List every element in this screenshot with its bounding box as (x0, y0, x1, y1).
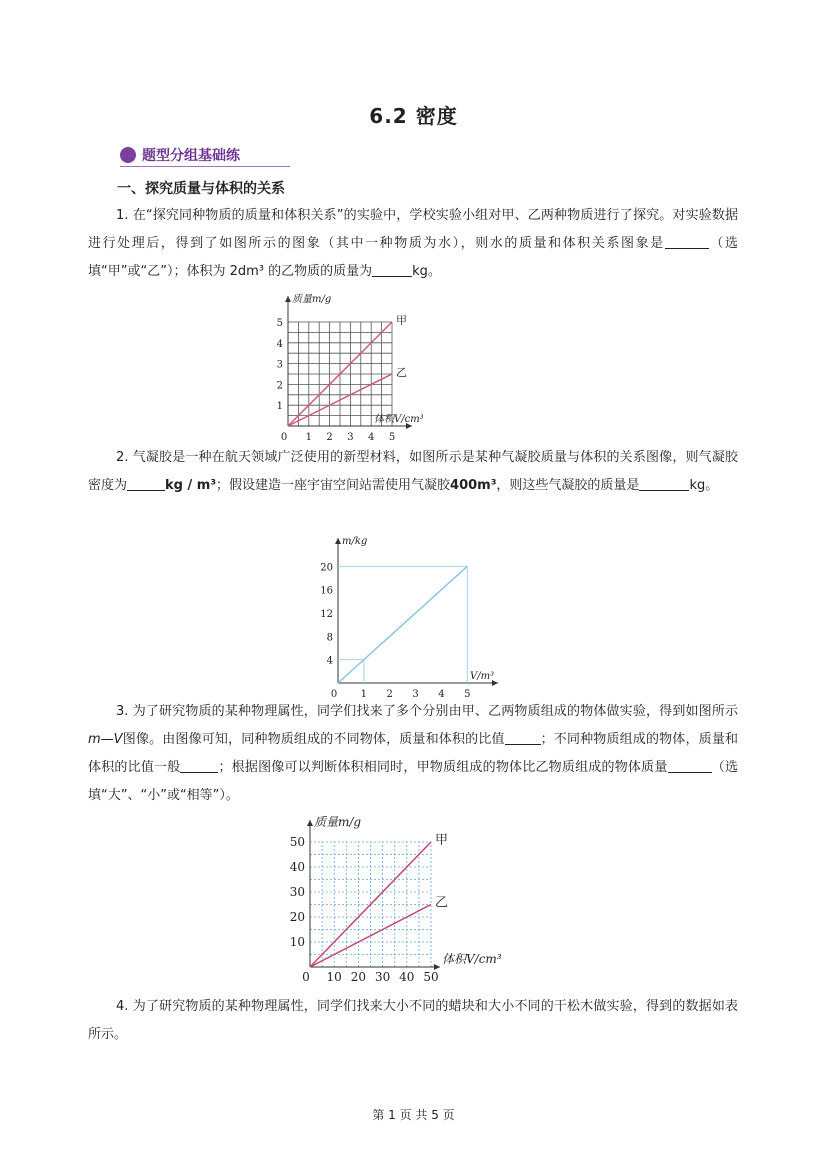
y-axis-label: m/kg (342, 536, 368, 547)
question-2 (88, 444, 738, 500)
q2-text-1: 气凝胶是一种在航天领域广泛使用的新型材料，如图所示是某种气凝胶质量与体积的关系图像，则气凝胶密度为 (88, 450, 738, 493)
y-tick-label: 4 (326, 655, 333, 667)
y-tick-label: 4 (276, 338, 283, 350)
series-line (338, 566, 467, 683)
x-axis-label: V/m³ (470, 671, 495, 682)
q3-text-5: （选填“大”、“小”或“相等”）。 (88, 760, 738, 803)
question-3 (88, 698, 738, 810)
x-tick-label: 0 (302, 970, 310, 984)
x-tick-label: 20 (350, 970, 367, 984)
q1-number: 1. (116, 208, 129, 223)
q2-volume: 400m³ (450, 478, 497, 493)
series-label: 乙 (396, 366, 407, 379)
y-axis-label: 质量m/g (292, 294, 332, 305)
badge-label: 题型分组基础练 (142, 148, 240, 164)
x-tick-label: 5 (388, 432, 396, 440)
y-tick-label: 30 (289, 885, 305, 899)
chart-3 (280, 812, 520, 992)
y-tick-label: 1 (276, 401, 283, 413)
question-1 (88, 202, 738, 286)
series-line (310, 842, 431, 967)
y-tick-label: 12 (320, 609, 333, 620)
x-tick-label: 1 (360, 689, 368, 698)
badge-underline (120, 166, 290, 167)
y-tick-label: 40 (289, 860, 305, 874)
y-axis-arrow-icon (285, 296, 291, 302)
x-tick-label: 1 (305, 432, 312, 440)
x-tick-label: 40 (399, 970, 415, 984)
y-axis-arrow-icon (335, 538, 341, 544)
y-tick-label: 2 (276, 380, 283, 392)
section-heading: 一、探究质量与体积的关系 (117, 181, 285, 197)
x-tick-label: 50 (423, 970, 439, 984)
q3-text-2: 图像。由图像可知，同种物质组成的不同物体，质量和体积的比值 (122, 732, 505, 747)
x-tick-label: 4 (438, 689, 445, 698)
q3-text-1: 为了研究物质的某种物理属性，同学们找来了多个分别由甲、乙两物质组成的物体做实验，得到如图所示 (132, 704, 738, 719)
q3-blank-1[interactable] (505, 730, 541, 745)
q1-text-1: 在“探究同种物质的质量和体积关系”的实验中，学校实验小组对甲、乙两种物质进行了探究。对实验数据进行处理后，得到了如图所示的图象（其中一种物质为水），则水的质量和体积关系图象是 (88, 208, 738, 251)
y-tick-label: 16 (320, 585, 333, 597)
series-label: 甲 (396, 314, 407, 327)
y-tick-label: 3 (276, 359, 283, 371)
y-axis-arrow-icon (307, 820, 313, 826)
q2-unit: kg / m³ (165, 478, 217, 493)
q4-text: 为了研究物质的某种物理属性，同学们找来大小不同的蜡块和大小不同的干松木做实验，得到的数据如表所示。 (88, 999, 738, 1042)
q1-text-3: kg。 (412, 264, 441, 279)
x-tick-label: 3 (347, 432, 354, 440)
x-tick-label: 2 (386, 689, 393, 698)
q3-mv: m—V (88, 732, 123, 747)
page-title: 6.2 密度 (369, 104, 458, 128)
q3-text-3: ；不同种物质组成的物体，质量和体积的比值一般 (88, 732, 738, 775)
x-axis-label: 体积V/cm³ (374, 414, 424, 425)
q1-text-2: （选填“甲”或“乙”）；体积为 2dm³ 的乙物质的质量为 (88, 236, 738, 279)
q2-blank-1[interactable] (127, 476, 165, 491)
q3-number: 3. (116, 704, 129, 719)
q4-number: 4. (116, 999, 129, 1014)
x-tick-label: 30 (374, 970, 391, 984)
x-tick-label: 0 (280, 432, 288, 440)
bullet-dot-icon (120, 147, 136, 163)
q1-blank-2[interactable] (372, 262, 412, 277)
q2-number: 2. (116, 450, 129, 465)
q3-blank-3[interactable] (668, 758, 712, 773)
y-tick-label: 50 (289, 835, 305, 849)
q3-blank-2[interactable] (180, 758, 218, 773)
chart-1 (262, 290, 452, 440)
y-tick-label: 10 (289, 935, 305, 949)
chart-2 (310, 530, 510, 698)
y-tick-label: 20 (320, 562, 333, 574)
x-tick-label: 10 (326, 970, 342, 984)
x-tick-label: 3 (412, 689, 419, 698)
section-badge (120, 145, 290, 165)
question-4 (88, 993, 738, 1049)
y-tick-label: 5 (276, 318, 283, 329)
series-label: 乙 (435, 895, 449, 911)
x-tick-label: 0 (330, 689, 338, 698)
y-axis-label: 质量m/g (314, 815, 362, 829)
page-footer: 第 1 页 共 5 页 (372, 1108, 455, 1122)
q2-text-4: kg。 (689, 478, 719, 493)
x-axis-label: 体积V/cm³ (442, 952, 502, 966)
x-tick-label: 4 (368, 432, 375, 440)
y-tick-label: 20 (289, 910, 305, 924)
q2-text-3: ，则这些气凝胶的质量是 (496, 478, 640, 493)
q2-text-2: ；假设建造一座宇宙空间站需使用气凝胶 (216, 478, 451, 493)
x-tick-label: 5 (464, 689, 471, 698)
y-tick-label: 8 (326, 632, 333, 644)
series-label: 甲 (435, 833, 449, 848)
q2-blank-2[interactable] (639, 476, 689, 491)
x-tick-label: 2 (326, 432, 333, 440)
q3-text-4: ；根据图像可以判断体积相同时，甲物质组成的物体比乙物质组成的物体质量 (218, 760, 668, 775)
q1-blank-1[interactable] (665, 234, 709, 249)
